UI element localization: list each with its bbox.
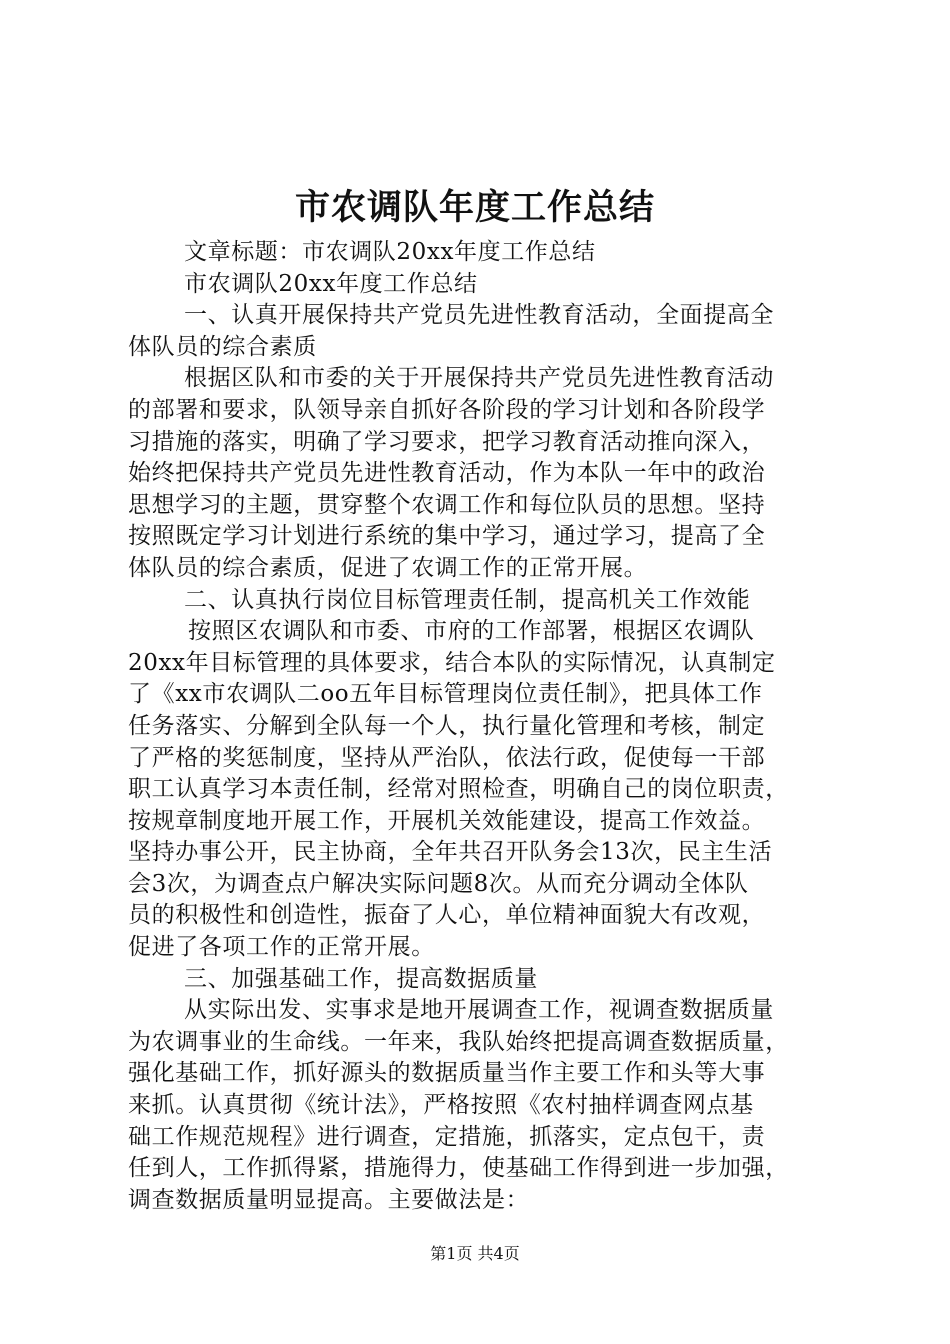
text-line: 一、认真开展保持共产党员先进性教育活动，全面提高全 [184, 302, 774, 329]
text-line: 为农调事业的生命线。一年来，我队始终把提高调查数据质量， [128, 1028, 789, 1055]
text-line: 了《xx市农调队二oo五年目标管理岗位责任制》，把具体工作 [128, 681, 763, 708]
text-line: 了严格的奖惩制度，坚持从严治队，依法行政，促使每一干部 [128, 744, 766, 771]
text-line: 体队员的综合素质 [128, 333, 317, 360]
text-line: 20xx年目标管理的具体要求，结合本队的实际情况，认真制定 [128, 649, 776, 676]
text-line: 按照既定学习计划进行系统的集中学习，通过学习，提高了全 [128, 523, 766, 550]
text-line: 任到人，工作抓得紧，措施得力，使基础工作得到进一步加强， [128, 1155, 789, 1182]
text-line: 根据区队和市委的关于开展保持共产党员先进性教育活动 [184, 365, 774, 392]
text-line: 员的积极性和创造性，振奋了人心，单位精神面貌大有改观， [128, 902, 766, 929]
document-body [128, 237, 834, 1216]
text-line: 始终把保持共产党员先进性教育活动，作为本队一年中的政治 [128, 460, 766, 487]
text-line: 任务落实、分解到全队每一个人，执行量化管理和考核，制定 [128, 712, 766, 739]
text-line: 础工作规范规程》进行调查，定措施，抓落实，定点包干，责 [128, 1123, 766, 1150]
text-line: 职工认真学习本责任制，经常对照检查，明确自己的岗位职责， [128, 776, 789, 803]
text-line: 来抓。认真贯彻《统计法》，严格按照《农村抽样调查网点基 [128, 1092, 754, 1119]
text-line: 思想学习的主题，贯穿整个农调工作和每位队员的思想。坚持 [128, 491, 766, 518]
text-line: 二、认真执行岗位目标管理责任制，提高机关工作效能 [184, 586, 751, 613]
text-line: 促进了各项工作的正常开展。 [128, 934, 435, 961]
page-footer: 第1页 共4页 [430, 1244, 520, 1263]
text-line: 的部署和要求，队领导亲自抓好各阶段的学习计划和各阶段学 [128, 396, 766, 423]
text-line: 从实际出发、实事求是地开展调查工作，视调查数据质量 [184, 997, 774, 1024]
text-line: 市农调队20xx年度工作总结 [184, 270, 478, 297]
text-line: 体队员的综合素质，促进了农调工作的正常开展。 [128, 554, 648, 581]
text-line: 按规章制度地开展工作，开展机关效能建设，提高工作效益。 [128, 807, 766, 834]
text-line: 调查数据质量明显提高。主要做法是： [128, 1186, 530, 1213]
document-title: 市农调队年度工作总结 [294, 187, 655, 228]
text-line: 强化基础工作，抓好源头的数据质量当作主要工作和头等大事 [128, 1060, 766, 1087]
text-line: 会3次，为调查点户解决实际问题8次。从而充分调动全体队 [128, 870, 749, 897]
text-line: 按照区农调队和市委、市府的工作部署，根据区农调队 [188, 618, 755, 645]
text-line: 习措施的落实，明确了学习要求，把学习教育活动推向深入， [128, 428, 766, 455]
text-line: 文章标题：市农调队20xx年度工作总结 [184, 239, 596, 265]
text-line: 坚持办事公开，民主协商，全年共召开队务会13次，民主生活 [128, 839, 773, 866]
text-line: 三、加强基础工作，提高数据质量 [184, 965, 538, 992]
